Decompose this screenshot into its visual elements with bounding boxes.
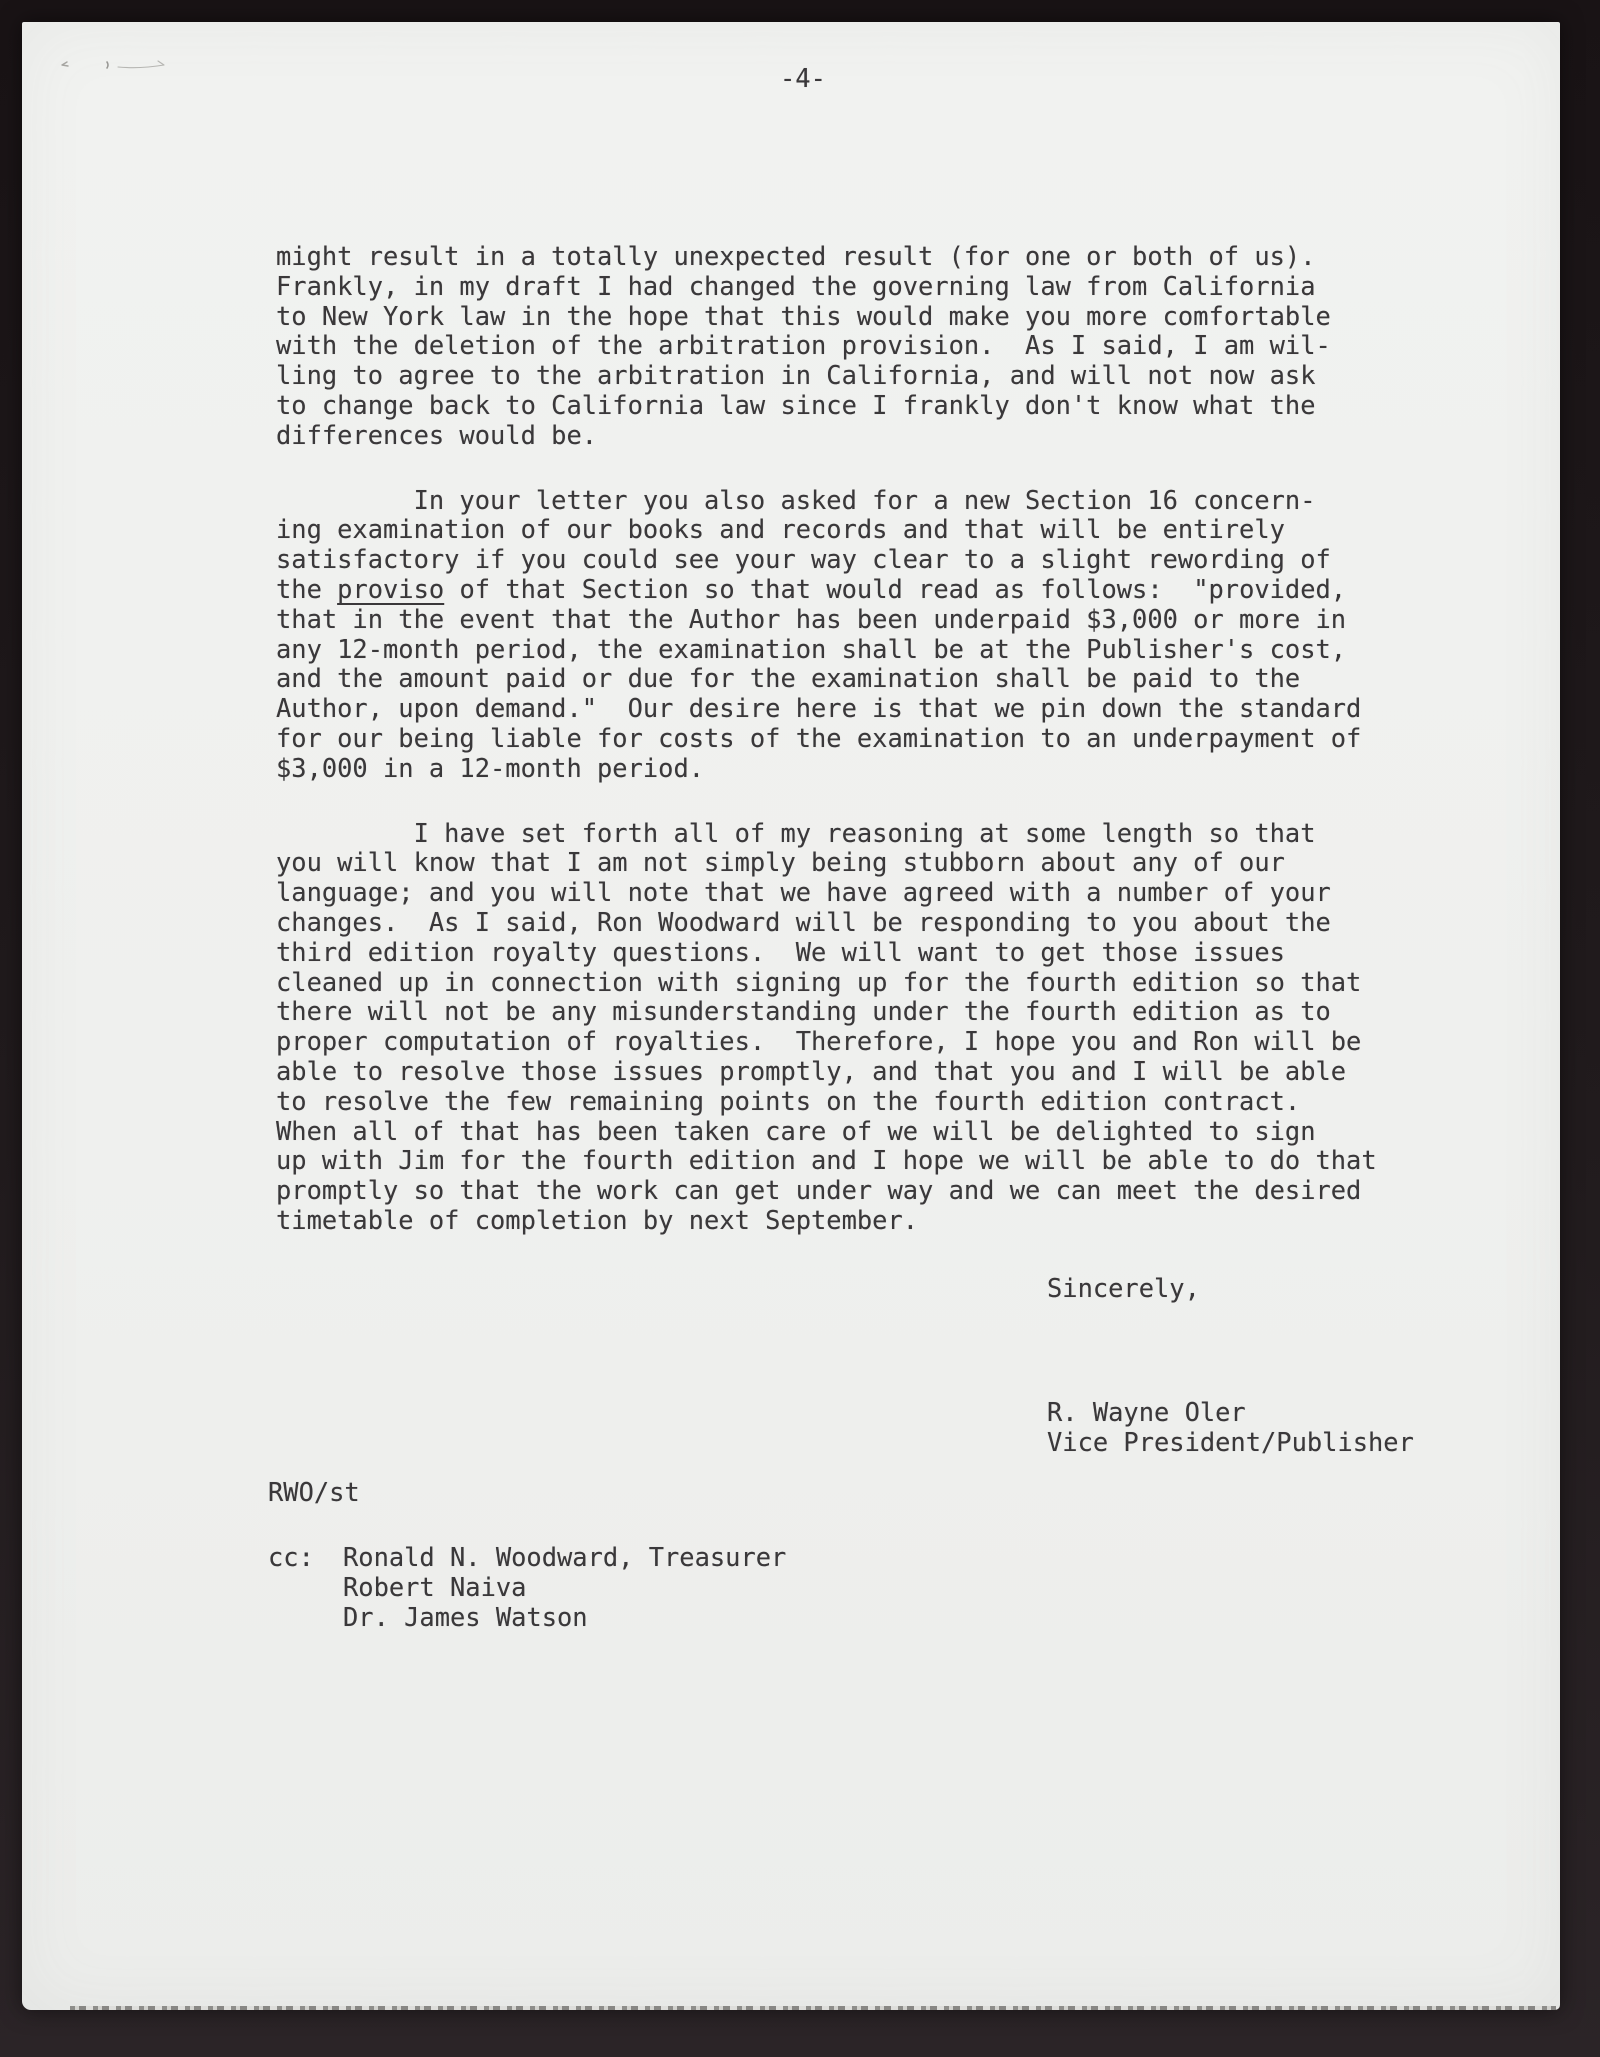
paragraph [276, 242, 1406, 451]
paragraph [276, 486, 1406, 784]
letter-line: promptly so that the work can get under way and we can meet the desired [276, 1175, 1362, 1206]
cc-block [268, 1543, 786, 1632]
pen-marks [60, 56, 170, 76]
letter-line: ing examination of our books and records and that will be entirely [276, 514, 1285, 545]
paper-edge-artifact [70, 2006, 1556, 2010]
letter-line: to New York law in the hope that this would make you more comfortable [276, 300, 1331, 331]
cc-label: cc: [268, 1542, 314, 1572]
letter-line: up with Jim for the fourth edition and I hope we will be able to do that [276, 1145, 1377, 1176]
page-number: -4- [780, 63, 826, 93]
letter-line: might result in a totally unexpected result (for one or both of us). [276, 241, 1316, 271]
letter-line: In your letter you also asked for a new Section 16 concern- [276, 484, 1316, 515]
letter-line: able to resolve those issues promptly, and that you and I will be able [276, 1055, 1347, 1086]
letter-line: with the deletion of the arbitration provision. As I said, I am wil- [276, 330, 1331, 361]
letter-line: and the amount paid or due for the examination shall be paid to the [276, 663, 1301, 694]
letter-line: $3,000 in a 12-month period. [276, 752, 705, 783]
letter-line: language; and you will note that we have agreed with a number of your [276, 877, 1331, 908]
letter-line: Frankly, in my draft I had changed the governing law from California [276, 270, 1316, 301]
cc-recipients [343, 1543, 786, 1632]
letter-line: proper computation of royalties. Therefore, I hope you and Ron will be [276, 1026, 1362, 1057]
letter-line: for our being liable for costs of the examination to an underpayment of [276, 722, 1362, 753]
letter-line: I have set forth all of my reasoning at some length so that [276, 817, 1316, 848]
letter-line: cleaned up in connection with signing up for the fourth edition so that [276, 966, 1362, 997]
letter-line: third edition royalty questions. We will want to get those issues [276, 936, 1285, 967]
letter-line: that in the event that the Author has been underpaid $3,000 or more in [276, 603, 1347, 634]
letter-line: When all of that has been taken care of we will be delighted to sign [276, 1115, 1316, 1146]
letter-line: ling to agree to the arbitration in California, and will not now ask [276, 360, 1316, 391]
cc-recipient: Dr. James Watson [343, 1601, 588, 1632]
signer-title: Vice President/Publisher [1047, 1426, 1414, 1457]
letter-body [276, 242, 1406, 1236]
signer-name: R. Wayne Oler [1047, 1397, 1246, 1427]
paragraph [276, 819, 1406, 1236]
letter-line: the proviso of that Section so that would read as follows: "provided, [276, 573, 1347, 604]
typist-reference: RWO/st [268, 1477, 360, 1507]
closing: Sincerely, [1047, 1273, 1200, 1303]
letter-line: to change back to California law since I frankly don't know what the [276, 389, 1316, 420]
letter-line: differences would be. [276, 419, 598, 450]
letter-line: changes. As I said, Ron Woodward will be responding to you about the [276, 906, 1331, 937]
letter-line: Author, upon demand." Our desire here is that we pin down the standard [276, 693, 1362, 724]
letter-line: timetable of completion by next September. [276, 1204, 919, 1235]
letter-line: any 12-month period, the examination shall be at the Publisher's cost, [276, 633, 1347, 664]
letter-line: you will know that I am not simply being stubborn about any of our [276, 847, 1285, 878]
letter-line: to resolve the few remaining points on the fourth edition contract. [276, 1085, 1301, 1116]
signature-block [1047, 1398, 1414, 1458]
cc-recipient: Robert Naiva [343, 1571, 527, 1602]
letter-page [22, 22, 1560, 2010]
letter-line: there will not be any misunderstanding under the fourth edition as to [276, 996, 1331, 1027]
cc-recipient: Ronald N. Woodward, Treasurer [343, 1542, 787, 1572]
letter-line: satisfactory if you could see your way clear to a slight rewording of [276, 544, 1331, 575]
